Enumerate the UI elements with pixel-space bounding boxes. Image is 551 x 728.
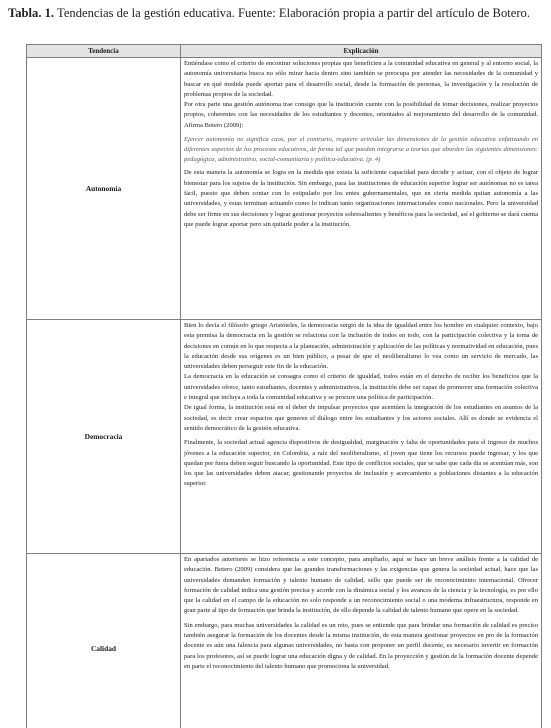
table-caption bbox=[8, 6, 544, 21]
caption-text: Tendencias de la gestión educativa. Fuente: Elaboración propia a partir del artículo de Botero. bbox=[54, 6, 530, 20]
header-explicacion: Explicación bbox=[343, 47, 379, 55]
tendencia-cell: Democracia bbox=[27, 320, 181, 553]
header-tendencia: Tendencia bbox=[27, 45, 181, 57]
paragraph: Por otra parte una gestión autónoma trae consigo que la institución cuente con la posibilidad de tomar decisiones, realizar proyectos propios, coherentes con las necesidades de los estudiantes y docentes, orientados al mejoramiento del desarrollo de la comunidad. Afirma Botero (2009): bbox=[184, 101, 538, 129]
table-row-democracia bbox=[27, 320, 541, 554]
explicacion-cell bbox=[181, 320, 541, 553]
block-quote: Ejercer autonomía no significa caos, por el contrario, requiere articular las dimensiones de la gestión educativa enfatizando en diferentes aspectos de los procesos educativos, de forma tal que puedan integrarse a teorías que aborden las siguientes dimensiones: pedagógica, administrativa, social-comunitaria y política-educativa. (p. 4) bbox=[184, 136, 538, 163]
paragraph: Finalmente, la sociedad actual agencia dispositivos de desigualdad, marginación y falta de oportunidades para el ingreso de muchos jóvenes a la educación superior, en Colombia, a raíz del neoliberalismo, el joven que tiene los recursos puede ingresar, y los que quedan por fuera deben seguir buscando la oportunidad. Este tipo de conflictos sociales, que se sabe que cada día se acentúan más, son los que las universidades deben atacar, gestionando proyectos de inclusión y acercamiento a poblaciones distantes a la educación superior. bbox=[184, 439, 538, 488]
explicacion-cell bbox=[181, 554, 541, 728]
paragraph: En apartados anteriores se hizo referencia a este concepto, para ampliarlo, aquí se hace un breve análisis frente a la calidad de educación. Botero (2009) considera que las grandes transformaciones y las exigencias que genera la sociedad actual, hace que las universidades demanden formación y talento humano de calidad, sello que puede ser de reconocimiento internacional. Ofrecer formación de calidad indica una gestión precisa y acorde con la dinámica social y los avances de la ciencia y la tecnología, es por ello que la calidad en el campo de la educación no solo responde a un reconocimiento social o una moderna infraestructura, responde en gran parte al tipo de formación que brinda la institución, de ello depende la calidad de talento humano que opere en la sociedad. bbox=[184, 556, 538, 615]
paragraph: Sin embargo, para muchas universidades la calidad es un reto, pues se entiende que para brindar una formación de calidad es preciso también asegurar la formación de los docentes desde la misma institución, de esta manera gestionar proyectos en pro de la formación docente es aún una falencia para algunas universidades, no basta con proponer un perfil docente, es necesario invertir en formación para los profesores, así se puede lograr una educación digna y de calidad. En la proyección y gestión de la formación docente depende en parte el reconocimiento del talento humano que promociona la universidad. bbox=[184, 621, 538, 670]
tendencia-cell: Autonomía bbox=[27, 58, 181, 319]
paragraph: De esta manera la autonomía se logra en la medida que exista la suficiente capacidad para decidir y actuar, con el objeto de lograr bienestar para los sujetos de la institución. Sin embargo, para las instituciones de educación superior lograr ser autónomas no es tarea fácil, puesto que deben contar con lo estipulado por los entes gubernamentales, que en cierta medida quitan autonomía a las universidades, y estas terminan actuando como lo indican tanto organizaciones internacionales como nacionales. Pero la universidad debe ser firme en sus decisiones y lograr gestionar proyectos sobresalientes y benéficos para la sociedad, así el gobierno se dará cuenta que puede lograr aportar pero sin quitarle poder a la institución. bbox=[184, 169, 538, 228]
table-header-row bbox=[27, 45, 541, 58]
paragraph: De igual forma, la institución está en el deber de impulsar proyectos que acentúen la integración de los estudiantes en asuntos de la sociedad, es decir crear espacios que generen el diálogo entre los estudiantes y los actores sociales. Allí es donde se evidencia el sentido democrático de la gestión educativa. bbox=[184, 404, 538, 432]
paragraph: Entiéndase como el criterio de encontrar soluciones propias que beneficien a la comunidad educativa en general y al entorno social, la autonomía universitaria busca no sólo mirar hacia dentro sino también se preocupa por atender las necesidades de la comunidad y buscar en qué medida puede aportar para el desarrollo social, desde la formación de personas, la investigación y la resolución de problemas propios de la sociedad. bbox=[184, 60, 538, 98]
explicacion-cell bbox=[181, 58, 541, 319]
tendencia-cell: Calidad bbox=[27, 554, 181, 728]
table-row-autonomia bbox=[27, 58, 541, 320]
trends-table bbox=[26, 44, 542, 728]
paragraph: La democracia en la educación se consagra como el criterio de igualdad, todos están en el derecho de recibir los beneficios que la universidades ofrece, tanto estudiantes, docentes y administrativos, la institución debe ser capaz de promover una formación colectiva e integral que incluya a toda la comunidad educativa y se procure una política de participación. bbox=[184, 373, 538, 402]
caption-label: Tabla. 1. bbox=[8, 6, 55, 20]
paragraph: Bien lo decía el filósofo griego Aristóteles, la democracia surgió de la idea de igualdad entre los hombre en cualquier contexto, bajo esta premisa la democracia en la gestión se relaciona con la inclusión de todos en todo, con la participación colectiva y la toma de decisiones en común en lo que respecta a la planeación, administración y aplicación de las políticas y normatividad en educación, pues la educación desde sus orígenes es un bien público, a pesar de que el neoliberalismo lo vea como un servicio de mercado, las universidades deben perseguir este fin de la educación. bbox=[184, 322, 538, 371]
table-row-calidad bbox=[27, 554, 541, 728]
